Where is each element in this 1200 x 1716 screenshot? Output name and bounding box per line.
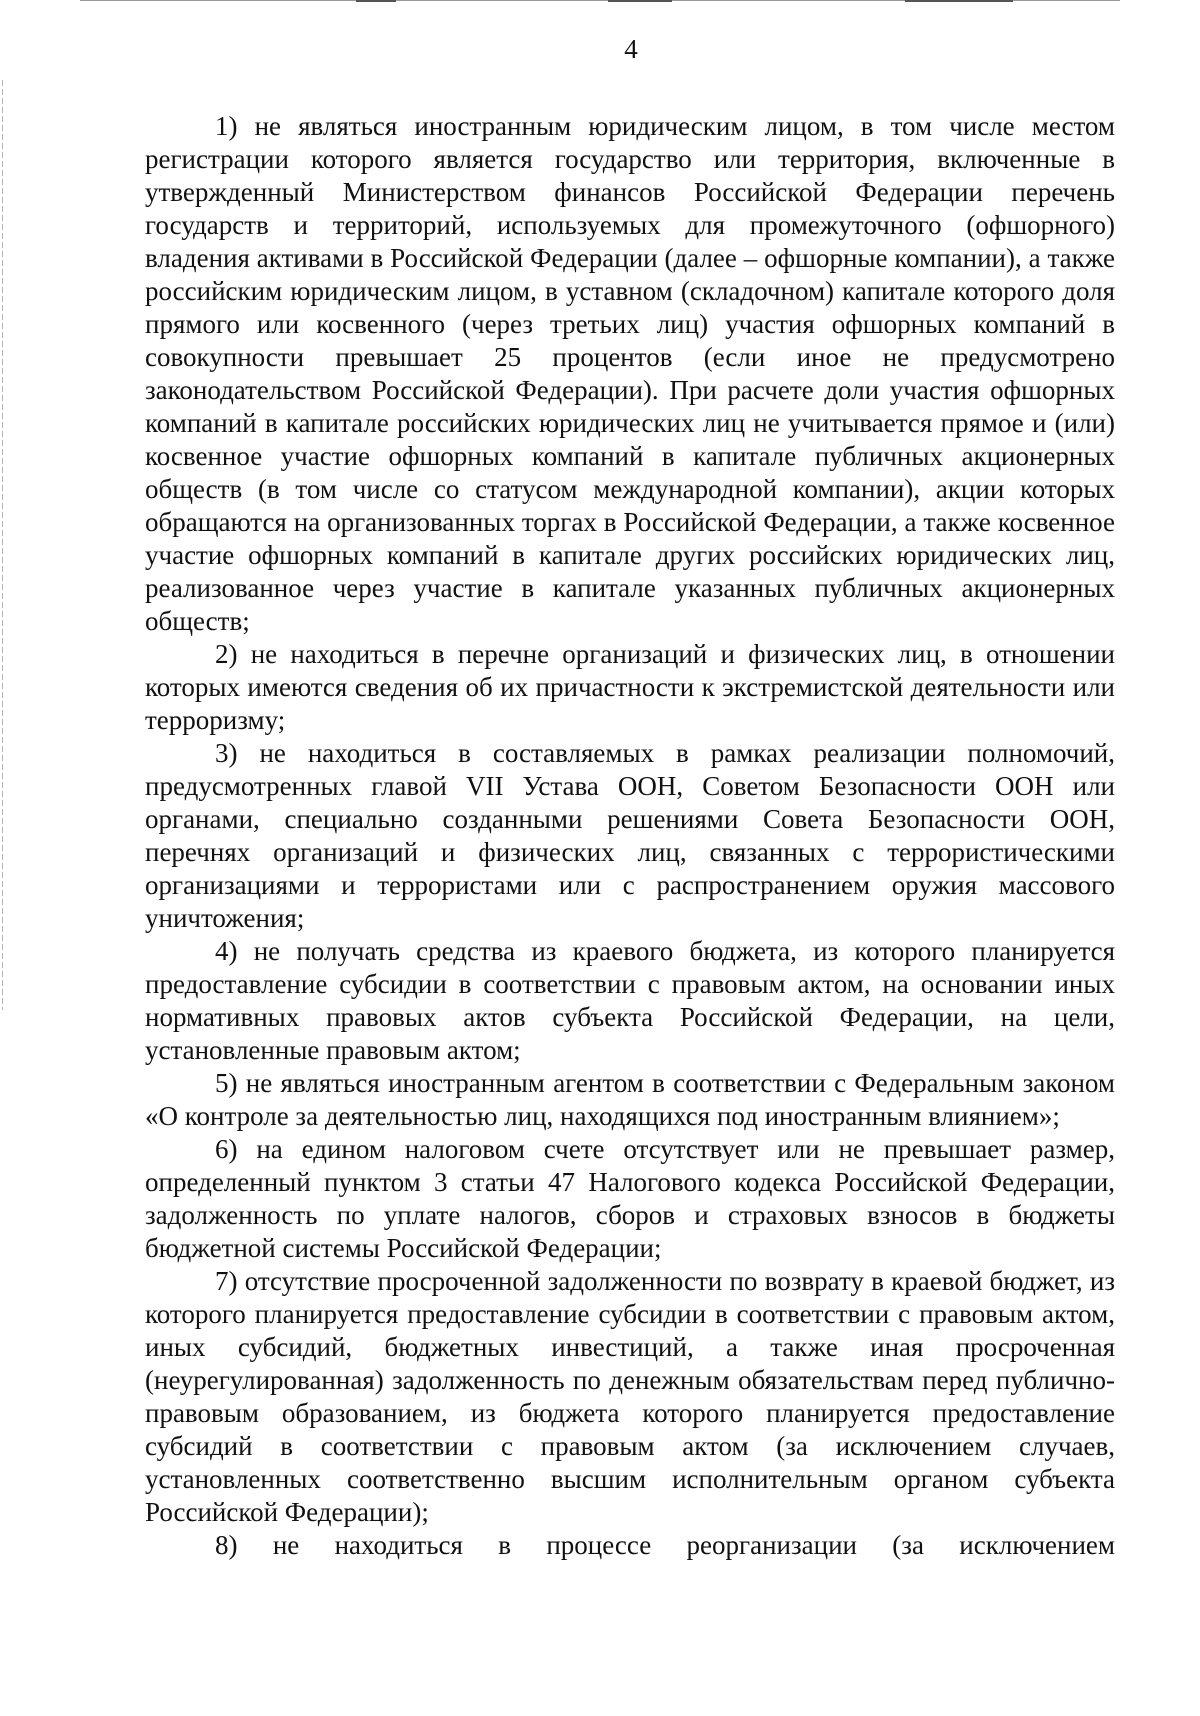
page-number: 4 [624, 34, 638, 64]
scan-top-mark [608, 0, 672, 2]
scan-top-mark [356, 0, 396, 2]
paragraph-item-6: 6) на едином налоговом счете отсутствует или не превышает размер, определенный пунктом 3 статьи 47 Налогового кодекса Российской Федерации, задолженность по уплате налогов, сборов и страховых взносов в бюджеты бюджетной системы Российской Федерации; [145, 1134, 1115, 1263]
paragraph-item-1: 1) не являться иностранным юридическим лицом, в том числе местом регистрации которого является государство или территория, включенные в утвержденный Министерством финансов Российской Федерации перечень государств и территорий, используемых для промежуточного (офшорного) владения активами в Российской Федерации (далее – офшорные компании), а также российским юридическим лицом, в уставном (складочном) капитале которого доля прямого или косвенного (через третьих лиц) участия офшорных компаний в совокупности превышает 25 процентов (если иное не предусмотрено законодательством Российской Федерации). При расчете доли участия офшорных компаний в капитале российских юридических лиц не учитывается прямое и (или) косвенное участие офшорных компаний в капитале публичных акционерных обществ (в том числе со статусом международной компании), акции которых обращаются на организованных торгах в Российской Федерации, а также косвенное участие офшорных компаний в капитале других российских юридических лиц, реализованное через участие в капитале указанных публичных акционерных обществ; [145, 111, 1115, 636]
scan-left-edge [2, 80, 3, 1010]
document-body [145, 110, 1115, 1562]
scan-top-mark [905, 0, 1013, 2]
paragraph-item-2: 2) не находиться в перечне организаций и физических лиц, в отношении которых имеются сведения об их причастности к экстремистской деятельности или терроризму; [145, 639, 1115, 735]
paragraph-item-5: 5) не являться иностранным агентом в соответствии с Федеральным законом «О контроле за деятельностью лиц, находящихся под иностранным влиянием»; [145, 1068, 1115, 1131]
paragraph-item-8: 8) не находиться в процессе реорганизации (за исключением [215, 1530, 1115, 1560]
paragraph-item-3: 3) не находиться в составляемых в рамках реализации полномочий, предусмотренных главой VII Устава ООН, Советом Безопасности ООН или органами, специально созданными решениями Совета Безопасности ООН, перечнях организаций и физических лиц, связанных с террористическими организациями и террористами или с распространением оружия массового уничтожения; [145, 738, 1115, 933]
paragraph-item-4: 4) не получать средства из краевого бюджета, из которого планируется предоставление субсидии в соответствии с правовым актом, на основании иных нормативных правовых актов субъекта Российской Федерации, на цели, установленные правовым актом; [145, 936, 1115, 1065]
paragraph-item-7: 7) отсутствие просроченной задолженности по возврату в краевой бюджет, из которого планируется предоставление субсидии в соответствии с правовым актом, иных субсидий, бюджетных инвестиций, а также иная просроченная (неурегулированная) задолженность по денежным обязательствам перед публично-правовым образованием, из бюджета которого планируется предоставление субсидий в соответствии с правовым актом (за исключением случаев, установленных соответственно высшим исполнительным органом субъекта Российской Федерации); [145, 1266, 1115, 1527]
